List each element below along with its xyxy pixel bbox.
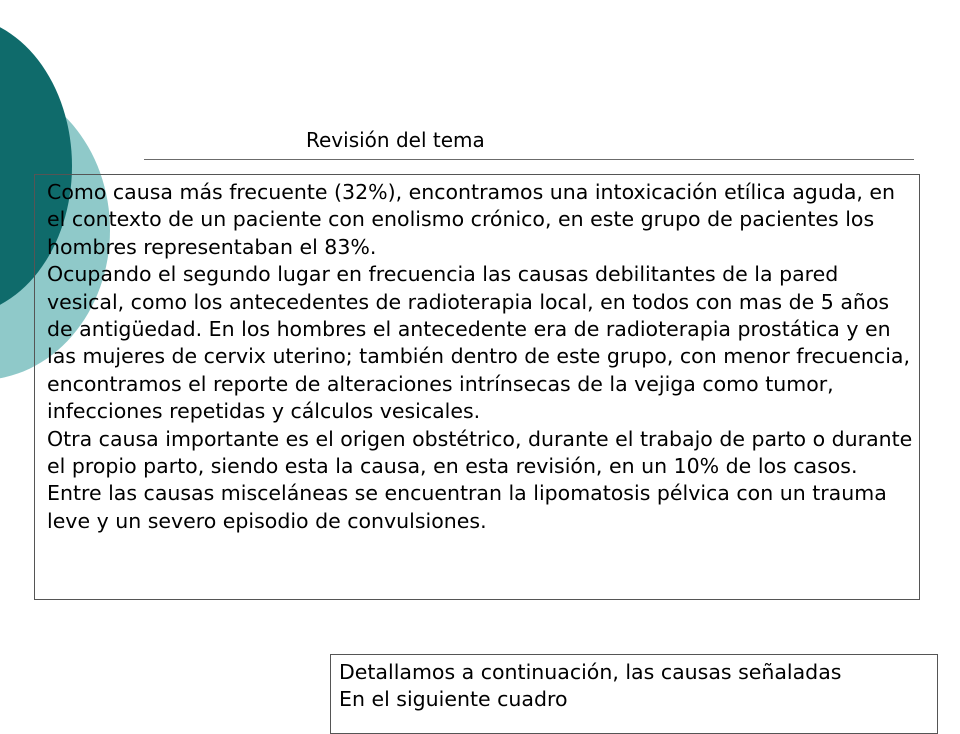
paragraph-pared-vesical: Ocupando el segundo lugar en frecuencia las causas debilitantes de la pared vesical, como los antecedentes de radioterapia local, en todos con mas de 5 años de antigüedad. En los hombres el antecedente era de radioterapia prostática y en las mujeres de cervix uterino; también dentro de este grupo, con menor frecuencia, encontramos el reporte de alteraciones intrínsecas de la vejiga como tumor, infecciones repetidas y cálculos vesicales. — [47, 262, 910, 424]
slide-title: Revisión del tema — [306, 128, 485, 152]
note-line-2: En el siguiente cuadro — [339, 687, 568, 711]
title-divider — [144, 159, 914, 160]
note-text-box — [330, 654, 938, 734]
paragraph-obstetrico: Otra causa importante es el origen obstétrico, durante el trabajo de parto o durante el propio parto, siendo esta la causa, en esta revisión, en un 10% de los casos. — [47, 426, 913, 479]
note-line-1: Detallamos a continuación, las causas señaladas — [339, 660, 842, 684]
paragraph-intoxicacion: Como causa más frecuente (32%), encontramos una intoxicación etílica aguda, en el contexto de un paciente con enolismo crónico, en este grupo de pacientes los hombres representaban el 83%. — [47, 180, 896, 259]
paragraph-miscelaneas: Entre las causas misceláneas se encuentran la lipomatosis pélvica con un trauma leve y un severo episodio de convulsiones. — [47, 481, 887, 533]
main-text-box — [34, 174, 920, 600]
